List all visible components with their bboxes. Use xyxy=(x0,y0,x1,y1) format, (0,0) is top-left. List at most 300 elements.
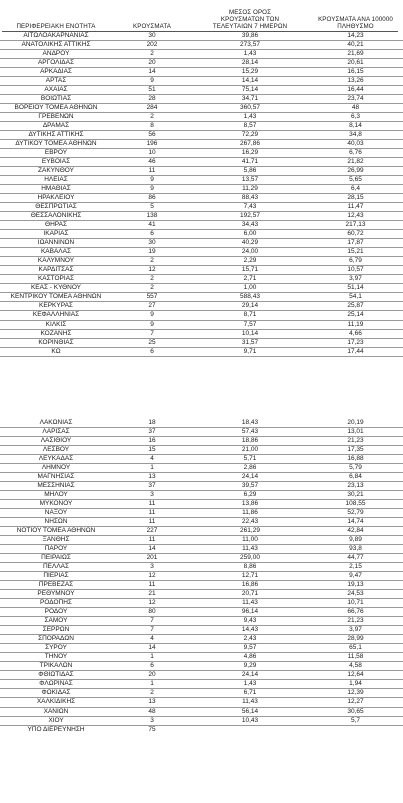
cell-cases: 202 xyxy=(146,41,158,49)
cell-avg7: 40,29 xyxy=(241,239,259,247)
cell-cases: 86 xyxy=(148,194,156,202)
cell-region: ΗΛΕΙΑΣ xyxy=(44,176,68,184)
cell-avg7: 4,86 xyxy=(243,653,257,661)
cell-per100k: 3,97 xyxy=(349,275,362,283)
cell-region: ΗΜΑΘΙΑΣ xyxy=(41,185,71,193)
table-row xyxy=(0,590,403,599)
cell-region: ΣΥΡΟΥ xyxy=(45,644,67,652)
cell-avg7: 2,43 xyxy=(243,635,257,643)
cell-avg7: 16,86 xyxy=(241,581,259,589)
cell-avg7: 1,43 xyxy=(243,50,257,58)
cell-cases: 41 xyxy=(148,221,156,229)
cell-avg7: 39,57 xyxy=(241,482,259,490)
cell-region: ΑΡΓΟΛΙΔΑΣ xyxy=(37,59,75,67)
cell-region: ΑΝΔΡΟΥ xyxy=(42,50,70,58)
cell-avg7: 7,57 xyxy=(243,320,257,328)
cell-per100k: 5,79 xyxy=(349,464,362,472)
cell-cases: 2 xyxy=(150,50,154,58)
cell-per100k: 5,65 xyxy=(349,176,362,184)
cell-region: ΠΕΙΡΑΙΩΣ xyxy=(41,554,71,562)
cell-region: ΚΙΛΚΙΣ xyxy=(45,320,67,328)
cell-avg7: 31,57 xyxy=(241,338,259,346)
cell-cases: 13 xyxy=(148,473,156,481)
cell-avg7: 267,86 xyxy=(240,140,260,148)
cell-per100k: 20,61 xyxy=(347,59,364,67)
table-row xyxy=(0,500,403,509)
header-per100k-label: ΚΡΟΥΣΜΑΤΑ ΑΝΑ 100000 ΠΛΗΘΥΣΜΟ xyxy=(318,16,393,30)
cell-region: ΛΑΡΙΣΑΣ xyxy=(42,428,70,436)
cell-region: ΤΡΙΚΑΛΩΝ xyxy=(39,662,73,670)
cell-avg7: 57,43 xyxy=(241,428,259,436)
cell-cases: 14 xyxy=(148,68,156,76)
cell-per100k: 51,14 xyxy=(347,284,364,292)
cell-per100k: 2,15 xyxy=(349,563,362,571)
cell-cases: 9 xyxy=(150,176,154,184)
cell-per100k: 25,87 xyxy=(347,302,364,310)
cell-per100k: 12,39 xyxy=(347,689,364,697)
table-row xyxy=(0,671,403,680)
cell-region: ΞΑΝΘΗΣ xyxy=(42,536,70,544)
table-row xyxy=(0,509,403,518)
cell-region: ΑΝΑΤΟΛΙΚΗΣ ΑΤΤΙΚΗΣ xyxy=(21,41,91,49)
cell-region: ΖΑΚΥΝΘΟΥ xyxy=(38,167,74,175)
table-row xyxy=(0,348,403,357)
cell-cases: 20 xyxy=(148,59,156,67)
table-row xyxy=(0,311,403,320)
cell-region: ΙΩΑΝΝΙΝΩΝ xyxy=(37,239,75,247)
cell-per100k: 21,82 xyxy=(347,158,364,166)
table-row xyxy=(0,653,403,662)
cell-per100k: 17,35 xyxy=(347,446,364,454)
cell-cases: 27 xyxy=(148,302,156,310)
cell-avg7: 1,43 xyxy=(243,680,257,688)
cell-cases: 11 xyxy=(148,581,156,589)
cell-per100k: 6,76 xyxy=(349,149,362,157)
table-row xyxy=(0,68,403,77)
cell-cases: 1 xyxy=(150,680,154,688)
cell-per100k: 21,23 xyxy=(347,437,364,445)
cell-avg7: 21,00 xyxy=(241,446,259,454)
cell-per100k: 30,21 xyxy=(347,491,364,499)
cell-avg7: 9,57 xyxy=(243,644,257,652)
cell-cases: 2 xyxy=(150,275,154,283)
cell-avg7: 8,57 xyxy=(243,122,257,130)
header-region xyxy=(0,0,112,30)
table-row xyxy=(0,50,403,59)
cell-cases: 37 xyxy=(148,482,156,490)
cell-region: ΡΕΘΥΜΝΟΥ xyxy=(37,590,75,598)
table-row xyxy=(0,284,403,293)
cell-cases: 196 xyxy=(146,140,158,148)
cell-avg7: 9,43 xyxy=(243,617,257,625)
cell-cases: 2 xyxy=(150,113,154,121)
cell-region: ΡΟΔΟΥ xyxy=(44,608,68,616)
cell-region: ΔΥΤΙΚΗΣ ΑΤΤΙΚΗΣ xyxy=(28,131,84,139)
table-row xyxy=(0,275,403,284)
cell-avg7: 20,71 xyxy=(241,590,259,598)
table-row xyxy=(0,698,403,707)
table-row xyxy=(0,545,403,554)
cell-per100k: 1,94 xyxy=(349,680,362,688)
cell-avg7: 11,00 xyxy=(242,536,258,544)
table-row xyxy=(0,644,403,653)
cell-avg7: 11,43 xyxy=(242,698,258,706)
cell-cases: 3 xyxy=(150,491,154,499)
table-row xyxy=(0,662,403,671)
cell-avg7: 75,14 xyxy=(241,86,259,94)
table-row xyxy=(0,95,403,104)
cell-region: ΛΕΣΒΟΥ xyxy=(42,446,70,454)
cell-per100k: 6,79 xyxy=(349,257,362,265)
table-row xyxy=(0,41,403,50)
cell-per100k: 19,13 xyxy=(347,581,364,589)
table-row xyxy=(0,626,403,635)
cell-avg7: 9,71 xyxy=(243,347,257,355)
table-row xyxy=(0,464,403,473)
table-row xyxy=(0,321,403,330)
cell-region: ΝΑΞΟΥ xyxy=(44,509,68,517)
cell-region: ΚΟΡΙΝΘΙΑΣ xyxy=(38,338,74,346)
cell-avg7: 24,14 xyxy=(241,473,259,481)
cell-cases: 13 xyxy=(148,698,156,706)
cell-region: ΑΧΑΪΑΣ xyxy=(44,86,68,94)
cell-avg7: 14,14 xyxy=(241,77,259,85)
table-row xyxy=(0,32,403,41)
table-row xyxy=(0,293,403,302)
table-row xyxy=(0,617,403,626)
cell-cases: 9 xyxy=(150,77,154,85)
cell-cases: 1 xyxy=(150,653,154,661)
cell-per100k: 40,03 xyxy=(347,140,364,148)
cell-avg7: 56,14 xyxy=(241,707,259,715)
cell-per100k: 48 xyxy=(351,104,360,112)
cell-avg7: 24,00 xyxy=(241,248,259,256)
cell-cases: 12 xyxy=(148,572,156,580)
cell-avg7: 7,43 xyxy=(243,203,257,211)
table-row xyxy=(0,680,403,689)
cell-per100k: 93,8 xyxy=(349,545,362,553)
cell-region: ΝΗΣΩΝ xyxy=(44,518,68,526)
cell-avg7: 11,86 xyxy=(242,509,258,517)
cell-region: ΒΟΙΩΤΙΑΣ xyxy=(40,95,72,103)
cell-per100k: 6,84 xyxy=(349,473,362,481)
cell-avg7: 588,43 xyxy=(240,293,260,301)
cell-cases: 9 xyxy=(150,185,154,193)
cell-region: ΘΕΣΠΡΩΤΙΑΣ xyxy=(35,203,77,211)
cell-avg7: 259,00 xyxy=(240,554,260,562)
cell-avg7: 13,86 xyxy=(241,500,259,508)
cell-avg7: 1,00 xyxy=(243,284,257,292)
cell-per100k: 17,23 xyxy=(347,338,364,346)
cell-cases: 2 xyxy=(150,284,154,292)
cell-region: ΡΟΔΟΠΗΣ xyxy=(40,599,72,607)
cell-avg7: 6,29 xyxy=(243,491,257,499)
table-row xyxy=(0,248,403,257)
cell-per100k: 9,47 xyxy=(349,572,362,580)
cell-region: ΚΑΛΥΜΝΟΥ xyxy=(37,257,75,265)
cell-avg7: 8,71 xyxy=(243,311,257,319)
table-row xyxy=(0,455,403,464)
cell-avg7: 11,43 xyxy=(242,599,258,607)
cell-avg7: 10,14 xyxy=(241,329,259,337)
table-row xyxy=(0,563,403,572)
table-row xyxy=(0,554,403,563)
table-row xyxy=(0,176,403,185)
table-row xyxy=(0,140,403,149)
table-row xyxy=(0,581,403,590)
table-row xyxy=(0,221,403,230)
cell-per100k: 16,88 xyxy=(347,455,364,463)
cell-per100k: 4,58 xyxy=(349,662,362,670)
cell-cases: 2 xyxy=(150,689,154,697)
cell-per100k: 6,4 xyxy=(350,185,361,193)
cell-per100k: 17,44 xyxy=(347,347,364,355)
cell-region: ΚΕΑΣ - ΚΥΘΝΟΥ xyxy=(30,284,82,292)
cell-region: ΛΑΣΙΘΙΟΥ xyxy=(40,437,72,445)
cell-cases: 15 xyxy=(148,446,156,454)
cell-region: ΑΡΤΑΣ xyxy=(45,77,67,85)
cell-cases: 18 xyxy=(148,419,156,426)
table-row xyxy=(0,518,403,527)
table-row xyxy=(0,428,403,437)
cell-cases: 37 xyxy=(148,428,156,436)
cell-region: ΧΑΝΙΩΝ xyxy=(43,707,69,715)
cell-avg7: 10,43 xyxy=(241,716,259,724)
table-row xyxy=(0,149,403,158)
cell-cases: 3 xyxy=(150,716,154,724)
table-row xyxy=(0,330,403,339)
cell-cases: 7 xyxy=(150,329,154,337)
cell-region: ΦΘΙΩΤΙΔΑΣ xyxy=(38,671,74,679)
cell-cases: 11 xyxy=(148,518,156,526)
table-row xyxy=(0,635,403,644)
cell-per100k: 40,21 xyxy=(347,41,364,49)
cell-avg7: 5,71 xyxy=(243,455,257,463)
cell-cases: 227 xyxy=(146,527,158,535)
cell-region: ΠΡΕΒΕΖΑΣ xyxy=(38,581,74,589)
cell-cases: 284 xyxy=(146,104,158,112)
cell-region: ΑΡΚΑΔΙΑΣ xyxy=(40,68,72,76)
cell-per100k: 4,66 xyxy=(349,329,362,337)
cell-per100k: 11,19 xyxy=(347,320,364,328)
cell-per100k: 11,58 xyxy=(347,653,364,661)
cell-region: ΕΥΒΟΙΑΣ xyxy=(41,158,71,166)
table-row xyxy=(0,77,403,86)
cell-cases: 11 xyxy=(148,500,156,508)
header-region-label: ΠΕΡΙΦΕΡΕΙΑΚΗ ΕΝΟΤΗΤΑ xyxy=(16,23,96,30)
cell-cases: 9 xyxy=(150,320,154,328)
cell-cases: 9 xyxy=(150,311,154,319)
table-row xyxy=(0,122,403,131)
table-row xyxy=(0,536,403,545)
cell-avg7: 16,29 xyxy=(241,149,259,157)
cell-avg7: 18,86 xyxy=(241,437,259,445)
table-row xyxy=(0,266,403,275)
table-row xyxy=(0,599,403,608)
cell-per100k: 12,64 xyxy=(347,671,364,679)
cell-cases: 30 xyxy=(148,239,156,247)
cell-region: ΚΕΦΑΛΛΗΝΙΑΣ xyxy=(32,311,80,319)
cell-region: ΗΡΑΚΛΕΙΟΥ xyxy=(37,194,75,202)
cell-avg7: 5,86 xyxy=(243,167,257,175)
cell-region: ΜΕΣΣΗΝΙΑΣ xyxy=(37,482,75,490)
cell-cases: 30 xyxy=(148,32,156,39)
cell-region: ΚΕΡΚΥΡΑΣ xyxy=(39,302,73,310)
cell-region: ΔΥΤΙΚΟΥ ΤΟΜΕΑ ΑΘΗΝΩΝ xyxy=(15,140,97,148)
cell-per100k: 23,13 xyxy=(347,482,364,490)
cell-cases: 28 xyxy=(148,95,156,103)
cell-cases: 7 xyxy=(150,617,154,625)
cell-cases: 11 xyxy=(148,509,156,517)
cell-region: ΘΗΡΑΣ xyxy=(45,221,67,229)
table-body-bottom xyxy=(0,419,403,735)
cell-per100k: 21,23 xyxy=(347,617,364,625)
cell-avg7: 18,43 xyxy=(241,419,259,426)
table-row xyxy=(0,59,403,68)
cell-per100k: 17,87 xyxy=(347,239,364,247)
table-row xyxy=(0,482,403,491)
table-row xyxy=(0,473,403,482)
cell-per100k: 8,14 xyxy=(349,122,362,130)
cell-cases: 46 xyxy=(148,158,156,166)
cell-per100k: 30,65 xyxy=(347,707,364,715)
table-row xyxy=(0,446,403,455)
cell-avg7: 15,71 xyxy=(241,266,259,274)
cell-region: ΠΕΛΛΑΣ xyxy=(42,563,70,571)
cell-region: ΠΙΕΡΙΑΣ xyxy=(43,572,69,580)
table-row xyxy=(0,608,403,617)
cell-avg7: 13,57 xyxy=(241,176,259,184)
cell-per100k: 11,47 xyxy=(347,203,364,211)
cell-avg7: 24,14 xyxy=(241,671,259,679)
table-row xyxy=(0,726,403,735)
cell-per100k: 16,15 xyxy=(347,68,364,76)
cell-avg7: 2,29 xyxy=(243,257,257,265)
table-row xyxy=(0,437,403,446)
cell-region: ΛΗΜΝΟΥ xyxy=(41,464,71,472)
cell-region: ΓΡΕΒΕΝΩΝ xyxy=(38,113,74,121)
cell-per100k: 25,14 xyxy=(347,311,364,319)
cell-avg7: 72,29 xyxy=(241,131,259,139)
cell-per100k: 12,27 xyxy=(347,698,364,706)
cell-region: ΘΕΣΣΑΛΟΝΙΚΗΣ xyxy=(30,212,82,220)
cell-avg7: 6,71 xyxy=(243,689,257,697)
cell-region: ΚΕΝΤΡΙΚΟΥ ΤΟΜΕΑ ΑΘΗΝΩΝ xyxy=(10,293,102,301)
cell-region: ΧΑΛΚΙΔΙΚΗΣ xyxy=(36,698,76,706)
cell-region: ΚΑΡΔΙΤΣΑΣ xyxy=(38,266,74,274)
cell-cases: 12 xyxy=(148,599,156,607)
cell-per100k: 66,76 xyxy=(347,608,364,616)
cell-per100k: 44,77 xyxy=(347,554,364,562)
cell-avg7: 34,43 xyxy=(241,221,259,229)
cell-avg7: 12,71 xyxy=(241,572,259,580)
table-row xyxy=(0,167,403,176)
cell-region: ΤΗΝΟΥ xyxy=(44,653,68,661)
cell-avg7: 88,43 xyxy=(241,194,259,202)
cell-region: ΔΡΑΜΑΣ xyxy=(42,122,70,130)
table-row xyxy=(0,572,403,581)
cell-per100k: 42,84 xyxy=(347,527,364,535)
cell-per100k: 9,89 xyxy=(349,536,362,544)
cell-region: ΦΩΚΙΔΑΣ xyxy=(41,689,71,697)
table-row xyxy=(0,194,403,203)
cell-per100k: 3,97 xyxy=(349,626,362,634)
cell-cases: 14 xyxy=(148,545,156,553)
cell-cases: 4 xyxy=(150,455,154,463)
cell-per100k: 28,15 xyxy=(347,194,364,202)
cell-cases: 6 xyxy=(150,662,154,670)
cell-avg7: 22,43 xyxy=(241,518,259,526)
cell-per100k: 14,23 xyxy=(347,32,364,39)
header-cases xyxy=(112,0,192,30)
table-body-top xyxy=(0,32,403,357)
cell-region: ΛΑΚΩΝΙΑΣ xyxy=(39,419,73,426)
cell-avg7: 9,29 xyxy=(243,662,257,670)
cell-per100k: 108,55 xyxy=(345,500,366,508)
cell-avg7: 192,57 xyxy=(240,212,260,220)
cell-cases: 10 xyxy=(148,149,156,157)
cell-avg7: 11,29 xyxy=(242,185,258,193)
table-row xyxy=(0,113,403,122)
cell-per100k: 60,72 xyxy=(347,230,364,238)
table-row xyxy=(0,339,403,348)
cell-cases: 11 xyxy=(148,536,156,544)
cell-cases: 12 xyxy=(148,266,156,274)
cell-cases: 14 xyxy=(148,644,156,652)
cell-per100k: 26,99 xyxy=(347,167,364,175)
cell-per100k: 23,74 xyxy=(347,95,364,103)
cell-avg7: 11,43 xyxy=(242,545,258,553)
cell-avg7: 39,86 xyxy=(241,32,259,39)
cell-region: ΛΕΥΚΑΔΑΣ xyxy=(38,455,74,463)
header-per100k xyxy=(308,0,403,30)
cell-cases: 6 xyxy=(150,230,154,238)
table-row xyxy=(0,230,403,239)
cell-avg7: 2,86 xyxy=(243,464,257,472)
cell-cases: 8 xyxy=(150,122,154,130)
cell-region: ΜΥΚΟΝΟΥ xyxy=(39,500,73,508)
cell-cases: 75 xyxy=(148,725,156,733)
cell-region: ΜΑΓΝΗΣΙΑΣ xyxy=(37,473,75,481)
table-row xyxy=(0,185,403,194)
cell-per100k: 6,3 xyxy=(350,113,361,121)
cell-avg7: 1,43 xyxy=(243,113,257,121)
cell-cases: 25 xyxy=(148,338,156,346)
table-row xyxy=(0,708,403,717)
table-row xyxy=(0,239,403,248)
cell-region: ΣΑΜΟΥ xyxy=(44,617,68,625)
cell-cases: 51 xyxy=(148,86,156,94)
cell-region: ΦΛΩΡΙΝΑΣ xyxy=(39,680,73,688)
cell-per100k: 15,21 xyxy=(347,248,364,256)
table-row xyxy=(0,131,403,140)
cell-per100k: 14,74 xyxy=(347,518,364,526)
cell-region: ΚΑΣΤΟΡΙΑΣ xyxy=(37,275,75,283)
cell-avg7: 360,57 xyxy=(240,104,260,112)
cell-region: ΥΠΟ ΔΙΕΡΕΥΝΗΣΗ xyxy=(27,725,85,733)
cell-cases: 1 xyxy=(150,464,154,472)
cell-cases: 56 xyxy=(148,131,156,139)
cell-region: ΧΙΟΥ xyxy=(48,716,64,724)
cell-per100k: 10,57 xyxy=(347,266,364,274)
cell-cases: 3 xyxy=(150,563,154,571)
table-row xyxy=(0,419,403,428)
cell-region: ΚΟΖΑΝΗΣ xyxy=(40,329,72,337)
cell-avg7: 14,43 xyxy=(241,626,259,634)
cell-cases: 5 xyxy=(150,203,154,211)
cell-per100k: 10,71 xyxy=(347,599,364,607)
cell-avg7: 96,14 xyxy=(241,608,259,616)
